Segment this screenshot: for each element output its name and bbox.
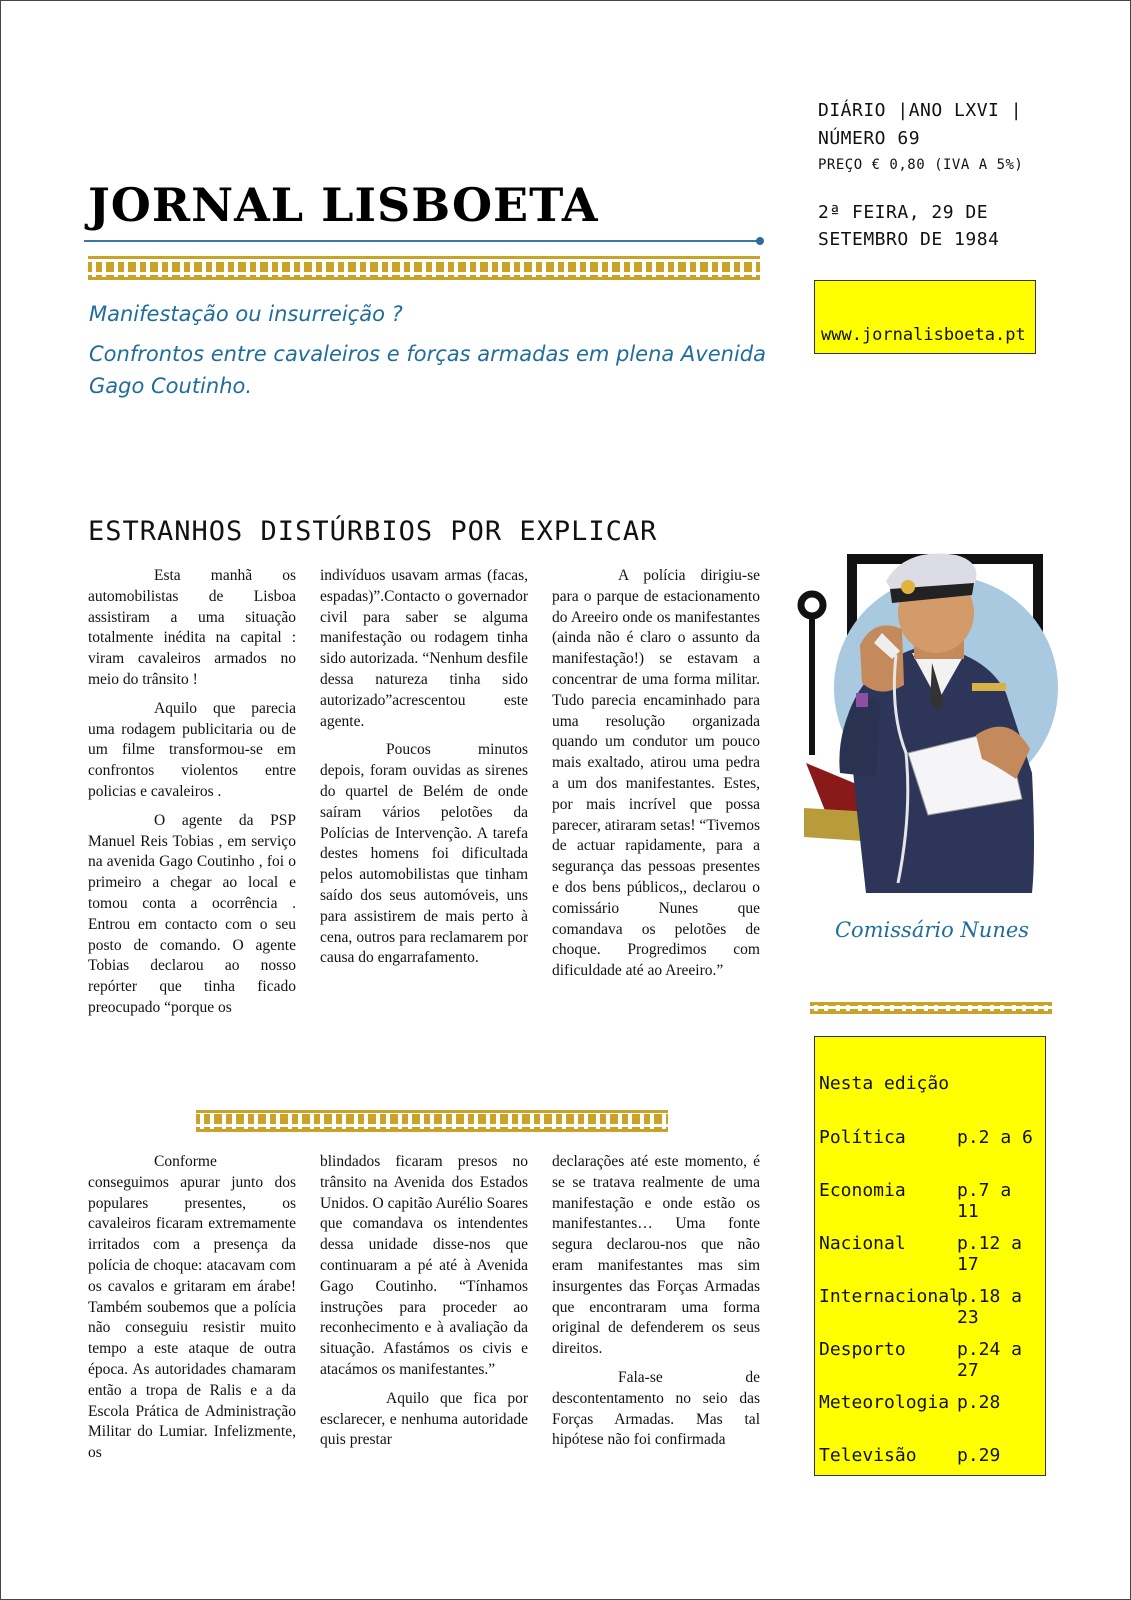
index-section: Desporto xyxy=(819,1339,906,1360)
index-section: Televisão xyxy=(819,1445,917,1466)
paragraph: declarações até este momento, é se se tratava realmente de uma manifestação e onde estão os manifestantes… Uma fonte segura declarou-nos que não eram manifestantes mas sim insurgentes das Forças Armadas que encontraram uma forma original de defenderem os seus direitos. xyxy=(552,1153,760,1358)
date-line-2: SETEMBRO DE 1984 xyxy=(818,229,1000,250)
index-pages: p.7 a 11 xyxy=(957,1180,1012,1222)
paragraph: Esta manhã os automobilistas de Lisboa assistiram a uma situação totalmente inédita na capital : viram cavaleiros armados no meio do trânsito ! xyxy=(88,567,296,688)
paragraph: Conforme conseguimos apurar junto dos populares presentes, os cavaleiros ficaram extremamente irritados com a presença da polícia de choque: atacavam com os cavalos e gritaram em árabe! Também soubemos que a polícia não conseguiu resistir muito tempo a este ataque de outra época. As autoridades chamaram então a tropa de Ralis e a da Escola Prática de Administração Militar do Lumiar. Infelizmente, os xyxy=(88,1153,296,1462)
index-pages: p.2 a 6 xyxy=(957,1127,1033,1148)
index-section: Nacional xyxy=(819,1233,906,1254)
index-pages: p.29 xyxy=(957,1445,1001,1466)
index-pages: p.28 xyxy=(957,1392,1001,1413)
article-column-4 xyxy=(88,1152,296,1472)
paragraph: indivíduos usavam armas (facas, espadas)”.Contacto o governador civil para saber se alguma manifestação ou rodagem tinha sido autorizada. “Nenhum desfile dessa natureza tinha sido autorizado”acrescentou este agente. xyxy=(320,567,528,730)
paragraph: A polícia dirigiu-se para o parque de estacionamento do Areeiro onde os manifestantes (ainda não é claro o assunto da manifestação!) se estavam a concentrar de uma forma militar. Tudo parecia encaminhado para uma resolução organizada quando um condutor um pouco mais exaltado, atirou uma pedra a um dos manifestantes. Estes, por mais incrível que possa parecer, atiraram setas! “Tivemos de actuar rapidamente, para a segurança das pessoas presentes e dos bens públicos,, declarou o comissário Nunes que comandava os pelotões de choque. Progredimos com dificuldade até ao Areeiro.” xyxy=(552,567,760,980)
article-headline: ESTRANHOS DISTÚRBIOS POR EXPLICAR xyxy=(88,516,658,547)
edition-line: DIÁRIO |ANO LXVI | xyxy=(818,100,1023,121)
index-pages: p.24 a 27 xyxy=(957,1339,1023,1381)
paragraph: O agente da PSP Manuel Reis Tobias , em serviço na avenida Gago Coutinho , foi o primeiro a chegar ao local e tomou conta a ocorrência . Entrou em contacto com o seu posto de comando. O agente Tobias declarou ao nosso repórter que tinha ficado preocupado “porque os xyxy=(88,811,296,1016)
lead-subtitle-detail: Confrontos entre cavaleiros e forças armadas em plena Avenida Gago Coutinho. xyxy=(89,342,766,398)
index-item[interactable] xyxy=(819,1127,1043,1153)
edition-index xyxy=(814,1036,1046,1476)
index-item[interactable] xyxy=(819,1339,1043,1381)
price: PREÇO € 0,80 (IVA A 5%) xyxy=(818,157,1024,173)
article-column-1 xyxy=(88,566,296,1027)
date-line-1: 2ª FEIRA, 29 DE xyxy=(818,202,989,223)
masthead-rule xyxy=(84,240,760,242)
website-link[interactable]: www.jornalisboeta.pt xyxy=(821,325,1026,345)
article-column-2 xyxy=(320,566,528,977)
index-title: Nesta edição xyxy=(819,1073,950,1094)
illustration-caption: Comissário Nunes xyxy=(834,918,1030,942)
paragraph: Aquilo que fica por esclarecer, e nenhuma autoridade quis prestar xyxy=(320,1389,528,1449)
index-item[interactable] xyxy=(819,1445,1043,1471)
article-column-3 xyxy=(552,566,760,990)
index-pages: p.12 a 17 xyxy=(957,1233,1023,1275)
lead-subtitle: Manifestação ou insurreição ? xyxy=(89,302,403,326)
paragraph: Aquilo que parecia uma rodagem publicitaria ou de um filme transformou-se em confrontos violentos entre policias e cavaleiros . xyxy=(88,699,296,800)
masthead-rule-dot xyxy=(756,237,764,245)
index-item[interactable] xyxy=(819,1392,1043,1418)
index-section: Meteorologia xyxy=(819,1392,950,1413)
greek-key-divider-small xyxy=(810,1002,1052,1014)
police-officer-phone-illustration xyxy=(796,553,1058,893)
masthead-title: JORNAL LISBOETA xyxy=(88,178,599,232)
article-column-6 xyxy=(552,1152,760,1459)
paragraph: blindados ficaram presos no trânsito na Avenida dos Estados Unidos. O capitão Aurélio Soares que comandava os intendentes dessa unidade disse-nos que continuaram a pé até à Avenida Gago Coutinho. “Tínhamos instruções para proceder ao reconhecimento e à avaliação da situação. Afastámos os civis e atacámos os manifestantes.” xyxy=(320,1153,528,1378)
index-pages: p.18 a 23 xyxy=(957,1286,1023,1328)
index-item[interactable] xyxy=(819,1180,1043,1222)
index-section: Internacional xyxy=(819,1286,960,1307)
index-item[interactable] xyxy=(819,1286,1043,1328)
index-section: Economia xyxy=(819,1180,906,1201)
paragraph: Fala-se de descontentamento no seio das Forças Armadas. Mas tal hipótese não foi confirmada xyxy=(552,1368,760,1449)
website-box xyxy=(814,280,1036,354)
issue-number: NÚMERO 69 xyxy=(818,128,921,149)
greek-key-border-top xyxy=(88,256,760,280)
article-column-5 xyxy=(320,1152,528,1459)
index-section: Política xyxy=(819,1127,906,1148)
index-item[interactable] xyxy=(819,1233,1043,1275)
greek-key-divider xyxy=(196,1110,668,1132)
paragraph: Poucos minutos depois, foram ouvidas as sirenes do quartel de Belém de onde saíram vários pelotões da Polícias de Intervenção. A tarefa destes homens foi dificultada pelos automobilistas que tinham saído dos seus automóveis, uns para assistirem de mais perto à cena, outros para reclamarem por causa do engarrafamento. xyxy=(320,741,528,967)
